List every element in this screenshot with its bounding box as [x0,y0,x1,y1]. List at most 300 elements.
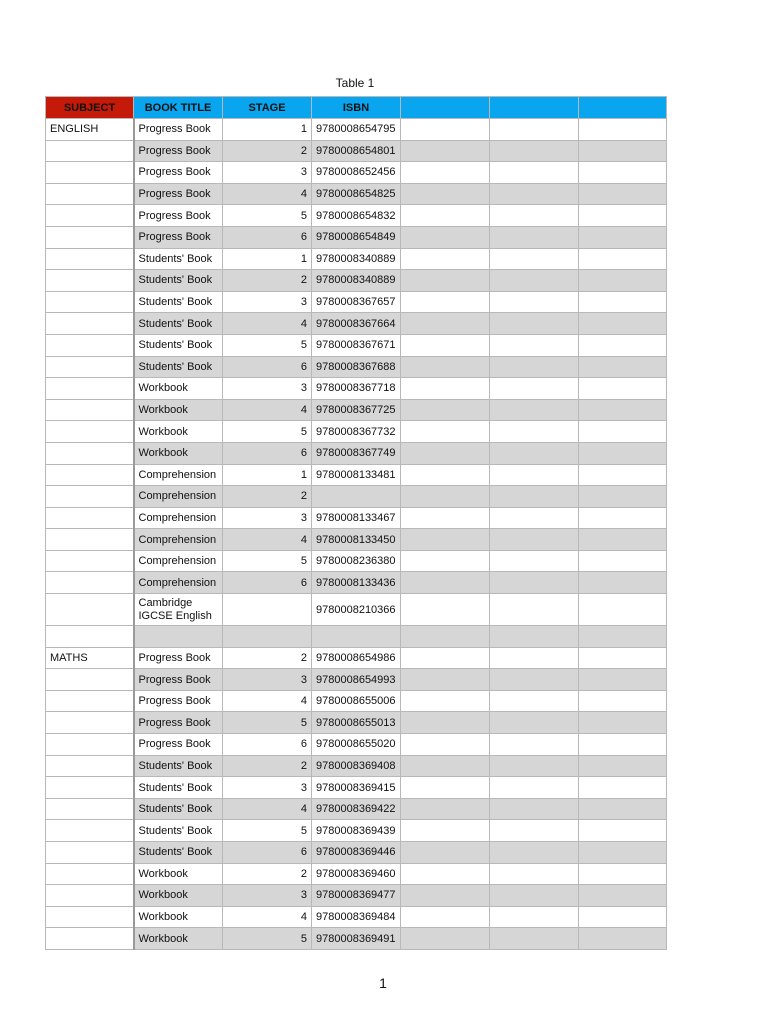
isbn-cell: 9780008654986 [312,647,401,669]
subject-cell [46,378,134,400]
empty-cell [401,507,490,529]
table-row [46,248,667,270]
stage-cell: 4 [223,690,312,712]
table-row [46,140,667,162]
isbn-cell: 9780008654849 [312,226,401,248]
stage-cell: 5 [223,550,312,572]
isbn-cell: 9780008654993 [312,669,401,691]
header-empty [401,97,490,119]
book-title-cell: Progress Book [134,690,223,712]
empty-cell [579,507,667,529]
subject-cell [46,270,134,292]
stage-cell: 2 [223,270,312,292]
subject-cell [46,291,134,313]
table-row [46,183,667,205]
table-row [46,755,667,777]
book-title-cell: Students' Book [134,798,223,820]
empty-cell [490,594,579,626]
header-book-title: BOOK TITLE [134,97,223,119]
empty-cell [490,356,579,378]
subject-cell: ENGLISH [46,119,134,141]
subject-cell [46,690,134,712]
header-subject: SUBJECT [46,97,134,119]
book-title-cell: Progress Book [134,712,223,734]
empty-cell [401,647,490,669]
subject-cell [46,572,134,594]
empty-cell [490,885,579,907]
stage-cell: 1 [223,248,312,270]
empty-cell [490,734,579,756]
empty-cell [490,205,579,227]
stage-cell: 5 [223,205,312,227]
subject-cell [46,842,134,864]
isbn-cell: 9780008133436 [312,572,401,594]
isbn-cell: 9780008369491 [312,928,401,950]
book-title-cell: Cambridge IGCSE English [134,594,223,626]
empty-cell [401,140,490,162]
subject-cell [46,885,134,907]
isbn-cell: 9780008367657 [312,291,401,313]
isbn-cell: 9780008367725 [312,399,401,421]
isbn-cell: 9780008369415 [312,777,401,799]
table-row [46,647,667,669]
empty-cell [401,248,490,270]
table-row [46,798,667,820]
empty-cell [401,378,490,400]
isbn-cell: 9780008133467 [312,507,401,529]
book-title-cell: Progress Book [134,140,223,162]
empty-cell [490,626,579,648]
empty-cell [490,690,579,712]
book-title-cell: Workbook [134,421,223,443]
table-row [46,442,667,464]
empty-cell [401,712,490,734]
stage-cell: 6 [223,356,312,378]
empty-cell [490,507,579,529]
header-isbn: ISBN [312,97,401,119]
empty-cell [490,863,579,885]
book-title-cell: Comprehension [134,507,223,529]
empty-cell [401,119,490,141]
empty-cell [401,270,490,292]
empty-cell [579,842,667,864]
table-row [46,162,667,184]
empty-cell [579,356,667,378]
isbn-cell [312,486,401,508]
page-number: 1 [379,975,387,991]
empty-cell [579,334,667,356]
isbn-cell: 9780008652456 [312,162,401,184]
empty-cell [579,486,667,508]
stage-cell: 1 [223,119,312,141]
empty-cell [401,334,490,356]
stage-cell: 5 [223,928,312,950]
empty-cell [490,464,579,486]
stage-cell [223,594,312,626]
table-row [46,572,667,594]
empty-cell [579,529,667,551]
isbn-cell: 9780008655020 [312,734,401,756]
table-row [46,464,667,486]
empty-cell [490,183,579,205]
subject-cell [46,334,134,356]
empty-cell [579,399,667,421]
stage-cell: 3 [223,885,312,907]
empty-cell [401,626,490,648]
empty-cell [579,820,667,842]
book-title-cell: Progress Book [134,119,223,141]
table-row [46,507,667,529]
subject-cell [46,755,134,777]
book-title-cell: Progress Book [134,162,223,184]
isbn-cell: 9780008369439 [312,820,401,842]
book-title-cell: Students' Book [134,842,223,864]
book-title-cell: Workbook [134,885,223,907]
isbn-cell: 9780008367732 [312,421,401,443]
table-row [46,863,667,885]
book-title-cell: Comprehension [134,572,223,594]
stage-cell: 5 [223,712,312,734]
isbn-cell: 9780008654832 [312,205,401,227]
empty-cell [490,755,579,777]
empty-cell [401,842,490,864]
subject-cell [46,928,134,950]
empty-cell [401,928,490,950]
book-title-cell: Progress Book [134,205,223,227]
empty-cell [401,572,490,594]
isbn-cell: 9780008654825 [312,183,401,205]
stage-cell: 4 [223,399,312,421]
stage-cell: 3 [223,291,312,313]
empty-cell [401,162,490,184]
isbn-cell: 9780008369484 [312,906,401,928]
empty-cell [401,550,490,572]
subject-cell: MATHS [46,647,134,669]
subject-cell [46,205,134,227]
empty-cell [490,313,579,335]
empty-cell [579,421,667,443]
book-title-cell: Progress Book [134,669,223,691]
empty-cell [490,291,579,313]
empty-cell [579,572,667,594]
table-row [46,669,667,691]
stage-cell: 2 [223,140,312,162]
empty-cell [401,313,490,335]
isbn-cell: 9780008367718 [312,378,401,400]
empty-cell [579,162,667,184]
empty-cell [490,712,579,734]
stage-cell: 4 [223,529,312,551]
stage-cell: 4 [223,313,312,335]
book-list-table [45,96,667,950]
book-title-cell [134,626,223,648]
subject-cell [46,906,134,928]
stage-cell: 6 [223,734,312,756]
stage-cell: 2 [223,755,312,777]
table-row [46,885,667,907]
subject-cell [46,734,134,756]
empty-cell [579,712,667,734]
subject-cell [46,550,134,572]
book-title-cell: Students' Book [134,270,223,292]
subject-cell [46,507,134,529]
book-title-cell: Workbook [134,399,223,421]
empty-cell [401,442,490,464]
empty-cell [490,820,579,842]
table-row [46,334,667,356]
empty-cell [579,291,667,313]
empty-cell [579,226,667,248]
subject-cell [46,140,134,162]
empty-cell [490,529,579,551]
table-row [46,119,667,141]
empty-cell [401,777,490,799]
empty-cell [401,421,490,443]
subject-cell [46,248,134,270]
stage-cell: 3 [223,378,312,400]
header-empty [579,97,667,119]
empty-cell [490,442,579,464]
table-row [46,690,667,712]
subject-cell [46,529,134,551]
table-row [46,842,667,864]
stage-cell: 2 [223,863,312,885]
stage-cell: 4 [223,798,312,820]
table-row [46,399,667,421]
stage-cell: 3 [223,777,312,799]
book-title-cell: Students' Book [134,820,223,842]
stage-cell: 3 [223,162,312,184]
subject-cell [46,183,134,205]
stage-cell: 6 [223,572,312,594]
empty-cell [490,572,579,594]
stage-cell: 4 [223,183,312,205]
empty-cell [401,669,490,691]
subject-cell [46,399,134,421]
empty-cell [401,183,490,205]
empty-cell [579,928,667,950]
book-title-cell: Students' Book [134,248,223,270]
stage-cell: 2 [223,647,312,669]
empty-cell [579,647,667,669]
subject-cell [46,162,134,184]
isbn-cell: 9780008369408 [312,755,401,777]
isbn-cell: 9780008369422 [312,798,401,820]
book-title-cell: Comprehension [134,464,223,486]
table-row [46,529,667,551]
empty-cell [401,798,490,820]
table-row [46,928,667,950]
isbn-cell: 9780008210366 [312,594,401,626]
empty-cell [579,270,667,292]
table-row [46,291,667,313]
book-title-cell: Progress Book [134,647,223,669]
empty-cell [579,205,667,227]
book-title-cell: Workbook [134,442,223,464]
table-row [46,486,667,508]
subject-cell [46,313,134,335]
stage-cell [223,626,312,648]
isbn-cell: 9780008367671 [312,334,401,356]
empty-cell [490,119,579,141]
stage-cell: 4 [223,906,312,928]
empty-cell [579,669,667,691]
empty-cell [579,594,667,626]
stage-cell: 6 [223,442,312,464]
header-empty [490,97,579,119]
book-title-cell: Comprehension [134,550,223,572]
empty-cell [401,863,490,885]
empty-cell [579,183,667,205]
table-row [46,270,667,292]
empty-cell [490,421,579,443]
empty-cell [490,906,579,928]
subject-cell [46,626,134,648]
empty-cell [490,798,579,820]
book-title-cell: Progress Book [134,734,223,756]
subject-cell [46,594,134,626]
table-caption: Table 1 [335,76,375,90]
empty-cell [490,378,579,400]
subject-cell [46,356,134,378]
empty-cell [579,777,667,799]
book-title-cell: Students' Book [134,755,223,777]
empty-cell [579,378,667,400]
book-title-cell: Workbook [134,378,223,400]
empty-cell [579,464,667,486]
table-row [46,594,667,626]
book-title-cell: Students' Book [134,291,223,313]
empty-cell [401,291,490,313]
table-row [46,712,667,734]
empty-cell [579,550,667,572]
stage-cell: 5 [223,421,312,443]
book-title-cell: Comprehension [134,529,223,551]
empty-cell [579,755,667,777]
table-row [46,550,667,572]
isbn-cell: 9780008655006 [312,690,401,712]
stage-cell: 3 [223,507,312,529]
empty-cell [401,734,490,756]
stage-cell: 6 [223,226,312,248]
header-stage: STAGE [223,97,312,119]
empty-cell [490,248,579,270]
table-row [46,421,667,443]
isbn-cell: 9780008133481 [312,464,401,486]
empty-cell [401,690,490,712]
book-title-cell: Students' Book [134,356,223,378]
empty-cell [579,734,667,756]
isbn-cell: 9780008369446 [312,842,401,864]
empty-cell [401,820,490,842]
subject-cell [46,798,134,820]
stage-cell: 2 [223,486,312,508]
table-body [46,119,667,950]
stage-cell: 6 [223,842,312,864]
book-title-cell: Students' Book [134,334,223,356]
empty-cell [579,863,667,885]
empty-cell [401,399,490,421]
subject-cell [46,442,134,464]
empty-cell [490,647,579,669]
isbn-cell [312,626,401,648]
empty-cell [490,226,579,248]
subject-cell [46,464,134,486]
empty-cell [579,626,667,648]
isbn-cell: 9780008133450 [312,529,401,551]
isbn-cell: 9780008654795 [312,119,401,141]
table-row [46,205,667,227]
empty-cell [579,690,667,712]
subject-cell [46,226,134,248]
subject-cell [46,421,134,443]
isbn-cell: 9780008367664 [312,313,401,335]
empty-cell [490,140,579,162]
empty-cell [490,842,579,864]
isbn-cell: 9780008367749 [312,442,401,464]
book-title-cell: Progress Book [134,226,223,248]
empty-cell [401,356,490,378]
stage-cell: 5 [223,820,312,842]
isbn-cell: 9780008367688 [312,356,401,378]
empty-cell [401,486,490,508]
isbn-cell: 9780008340889 [312,248,401,270]
empty-cell [401,205,490,227]
empty-cell [490,669,579,691]
table-row [46,356,667,378]
subject-cell [46,669,134,691]
empty-cell [401,226,490,248]
isbn-cell: 9780008369460 [312,863,401,885]
empty-cell [579,885,667,907]
empty-cell [579,140,667,162]
empty-cell [490,162,579,184]
book-title-cell: Students' Book [134,313,223,335]
stage-cell: 3 [223,669,312,691]
stage-cell: 5 [223,334,312,356]
empty-cell [579,798,667,820]
empty-cell [490,334,579,356]
book-title-cell: Workbook [134,863,223,885]
isbn-cell: 9780008655013 [312,712,401,734]
empty-cell [490,777,579,799]
book-title-cell: Workbook [134,906,223,928]
table-row [46,626,667,648]
table-row [46,734,667,756]
subject-cell [46,712,134,734]
isbn-cell: 9780008654801 [312,140,401,162]
empty-cell [490,928,579,950]
empty-cell [490,550,579,572]
table-row [46,906,667,928]
empty-cell [401,755,490,777]
empty-cell [401,906,490,928]
subject-cell [46,486,134,508]
table-row [46,820,667,842]
empty-cell [490,270,579,292]
empty-cell [401,885,490,907]
table-row [46,378,667,400]
empty-cell [579,313,667,335]
empty-cell [579,119,667,141]
table-row [46,777,667,799]
isbn-cell: 9780008369477 [312,885,401,907]
empty-cell [490,399,579,421]
subject-cell [46,863,134,885]
empty-cell [490,486,579,508]
subject-cell [46,820,134,842]
empty-cell [579,248,667,270]
